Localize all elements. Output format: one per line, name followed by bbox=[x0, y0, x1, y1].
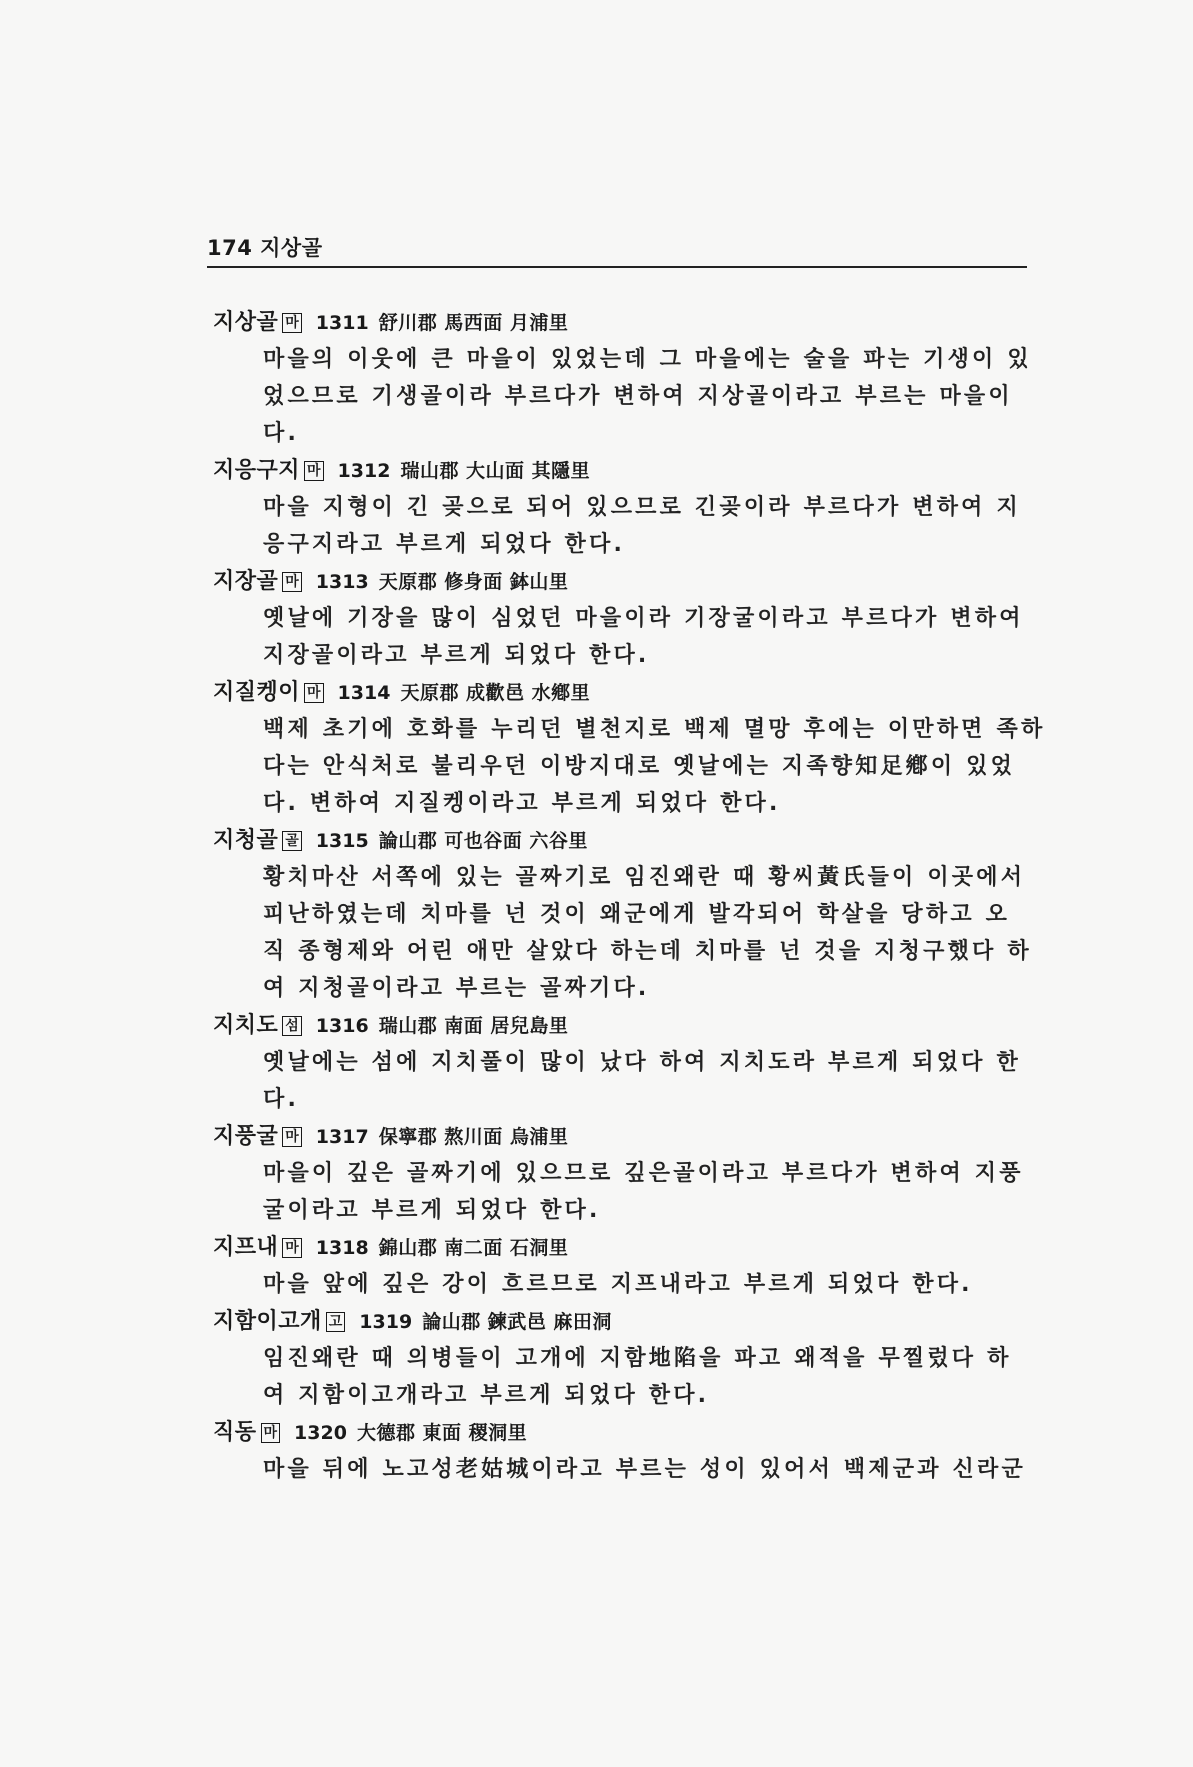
entry-term: 지치도 bbox=[213, 1013, 279, 1038]
entry-term: 지청골 bbox=[213, 828, 279, 853]
entry-text-line: 굴이라고 부르게 되었다 한다. bbox=[263, 1198, 601, 1223]
category-tag-icon: 마 bbox=[261, 1423, 281, 1443]
entry-term: 지응구지 bbox=[213, 458, 301, 483]
entry-number: 1314 bbox=[337, 682, 391, 704]
entry bbox=[213, 826, 1033, 1011]
entry-text-line: 황치마산 서쪽에 있는 골짜기로 임진왜란 때 황씨黃氏들이 이곳에서 bbox=[263, 865, 1026, 890]
entry-headline bbox=[213, 567, 1033, 597]
entry-number: 1315 bbox=[315, 830, 369, 852]
category-tag-icon: 섬 bbox=[282, 1016, 302, 1036]
entry-number: 1318 bbox=[315, 1237, 369, 1259]
entry-headline bbox=[213, 308, 1033, 338]
entry bbox=[213, 678, 1046, 826]
entry-text-line: 마을 지형이 긴 곶으로 되어 있으므로 긴곶이라 부르다가 변하여 지 bbox=[263, 495, 1021, 520]
entry-text-line: 옛날에 기장을 많이 심었던 마을이라 기장굴이라고 부르다가 변하여 bbox=[263, 606, 1024, 631]
category-tag-icon: 마 bbox=[282, 1238, 302, 1258]
entry-text-line: 다. 변하여 지질켕이라고 부르게 되었다 한다. bbox=[263, 791, 781, 816]
entry-headline bbox=[213, 1233, 1033, 1263]
entry bbox=[213, 1233, 1033, 1307]
entry-number: 1312 bbox=[337, 460, 391, 482]
entry-list bbox=[213, 308, 1046, 1492]
entry-location: 天原郡 修身面 鉢山里 bbox=[378, 571, 569, 593]
entry-number: 1319 bbox=[359, 1311, 413, 1333]
category-tag-icon: 마 bbox=[282, 313, 302, 333]
entry-text-line: 마을이 깊은 골짜기에 있으므로 깊은골이라고 부르다가 변하여 지풍 bbox=[263, 1161, 1024, 1186]
entry bbox=[213, 456, 1033, 567]
entry-location: 論山郡 可也谷面 六谷里 bbox=[378, 830, 588, 852]
running-header: 174 지상골 bbox=[207, 236, 323, 260]
entry-text-line: 지장골이라고 부르게 되었다 한다. bbox=[263, 643, 650, 668]
entry-number: 1316 bbox=[315, 1015, 369, 1037]
entry-text-line: 다는 안식처로 불리우던 이방지대로 옛날에는 지족향知足鄕이 있었 bbox=[263, 754, 1016, 779]
entry-text-line: 응구지라고 부르게 되었다 한다. bbox=[263, 532, 626, 557]
entry-location: 錦山郡 南二面 石洞里 bbox=[378, 1237, 569, 1259]
entry-headline bbox=[213, 1307, 1033, 1337]
entry-text-line: 다. bbox=[263, 421, 300, 446]
entry-headline bbox=[213, 1418, 1033, 1448]
entry-term: 직동 bbox=[213, 1420, 257, 1445]
category-tag-icon: 고 bbox=[326, 1312, 346, 1332]
entry-headline bbox=[213, 678, 1033, 708]
entry-text-line: 옛날에는 섬에 지치풀이 많이 났다 하여 지치도라 부르게 되었다 한 bbox=[263, 1050, 1021, 1075]
entry-text-line: 여 지청골이라고 부르는 골짜기다. bbox=[263, 976, 650, 1001]
entry-number: 1317 bbox=[315, 1126, 369, 1148]
category-tag-icon: 마 bbox=[282, 1127, 302, 1147]
entry-text-line: 다. bbox=[263, 1087, 300, 1112]
entry bbox=[213, 308, 1033, 456]
entry bbox=[213, 567, 1033, 678]
entry-term: 지질켕이 bbox=[213, 680, 301, 705]
entry-location: 瑞山郡 南面 居兒島里 bbox=[378, 1015, 569, 1037]
entry-term: 지프내 bbox=[213, 1235, 279, 1260]
entry-term: 지풍굴 bbox=[213, 1124, 279, 1149]
entry bbox=[213, 1418, 1033, 1492]
entry-location: 論山郡 鍊武邑 麻田洞 bbox=[422, 1311, 612, 1333]
entry-location: 天原郡 成歡邑 水鄕里 bbox=[400, 682, 591, 704]
entry-text-line: 여 지함이고개라고 부르게 되었다 한다. bbox=[263, 1383, 710, 1408]
entry-location: 大德郡 東面 稷洞里 bbox=[356, 1422, 528, 1444]
entry-headline bbox=[213, 1011, 1033, 1041]
entry-term: 지상골 bbox=[213, 310, 279, 335]
category-tag-icon: 골 bbox=[282, 831, 302, 851]
entry-number: 1320 bbox=[294, 1422, 347, 1444]
entry-text-line: 직 종형제와 어린 애만 살았다 하는데 치마를 넌 것을 지청구했다 하 bbox=[263, 939, 1032, 964]
entry-location: 舒川郡 馬西面 月浦里 bbox=[378, 312, 569, 334]
entry-term: 지장골 bbox=[213, 569, 279, 594]
entry-text-line: 마을 뒤에 노고성老姑城이라고 부르는 성이 있어서 백제군과 신라군 bbox=[263, 1457, 1026, 1482]
entry-number: 1311 bbox=[315, 312, 369, 334]
entry-text-line: 백제 초기에 호화를 누리던 별천지로 백제 멸망 후에는 이만하면 족하 bbox=[263, 717, 1046, 742]
entry-headline bbox=[213, 1122, 1033, 1152]
entry-term: 지함이고개 bbox=[213, 1309, 322, 1334]
category-tag-icon: 마 bbox=[304, 683, 324, 703]
entry-text-line: 임진왜란 때 의병들이 고개에 지함地陷을 파고 왜적을 무찔렀다 하 bbox=[263, 1346, 1012, 1371]
entry-text-line: 마을의 이웃에 큰 마을이 있었는데 그 마을에는 술을 파는 기생이 있 bbox=[263, 347, 1032, 372]
entry-headline bbox=[213, 826, 1033, 856]
entry-text-line: 피난하였는데 치마를 넌 것이 왜군에게 발각되어 학살을 당하고 오 bbox=[263, 902, 1011, 927]
entry bbox=[213, 1122, 1033, 1233]
entry-text-line: 었으므로 기생골이라 부르다가 변하여 지상골이라고 부르는 마을이 bbox=[263, 384, 1013, 409]
entry bbox=[213, 1011, 1033, 1122]
entry-location: 保寧郡 熬川面 烏浦里 bbox=[378, 1126, 569, 1148]
entry-location: 瑞山郡 大山面 其隱里 bbox=[400, 460, 591, 482]
header-rule bbox=[207, 266, 1027, 268]
category-tag-icon: 마 bbox=[282, 572, 302, 592]
entry-text-line: 마을 앞에 깊은 강이 흐르므로 지프내라고 부르게 되었다 한다. bbox=[263, 1272, 973, 1297]
entry bbox=[213, 1307, 1033, 1418]
category-tag-icon: 마 bbox=[304, 461, 324, 481]
entry-headline bbox=[213, 456, 1033, 486]
entry-number: 1313 bbox=[315, 571, 369, 593]
